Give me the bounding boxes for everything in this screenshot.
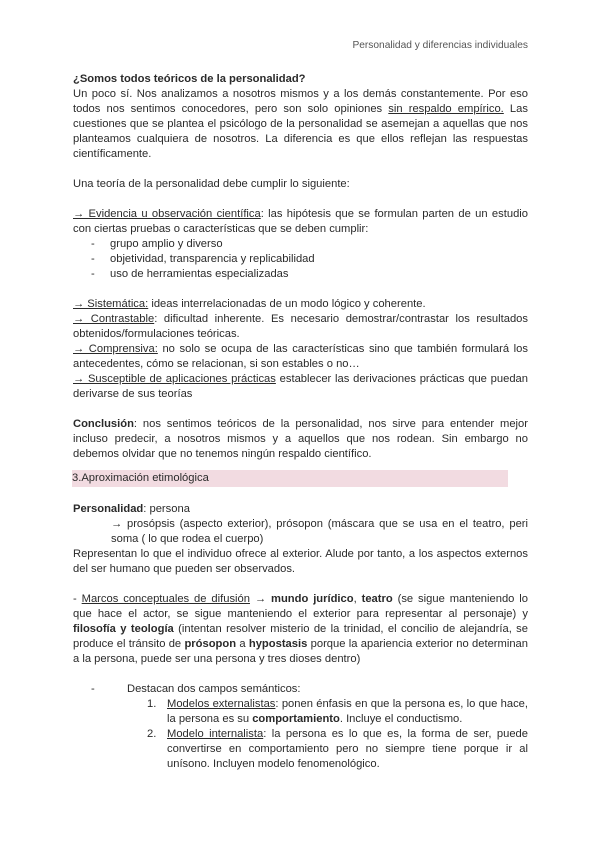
section-heading: 3.Aproximación etimológica bbox=[72, 472, 209, 484]
conclusion-paragraph: Conclusión: nos sentimos teóricos de la personalidad, nos sirve para entender mejor incluso predecir, a nosotros mismos y a aquellos que nos rodean. Sin embargo no debemos olvidar que no tenemos ningún respaldo científico. bbox=[73, 418, 528, 460]
semantic-fields-intro: - Destacan dos campos semánticos: bbox=[91, 682, 528, 697]
model-externalist: 1. Modelos externalistas: ponen énfasis en que la persona es, lo que hace, la persona es su comportamiento. Incluye el conductismo. bbox=[147, 698, 528, 725]
models-list bbox=[73, 697, 528, 772]
model-internalist: 2. Modelo internalista: la persona es lo que es, la forma de ser, puede convertirse en comportamiento pero no siempre tiene porque ir al unísono. Incluyen modelo fenomenológico. bbox=[147, 728, 528, 770]
intro-paragraph: Un poco sí. Nos analizamos a nosotros mismos y a los demás constantemente. Por eso todos nos sentimos conocedores, pero son solo opiniones sin respaldo empírico. Las cuestiones que se plantea el psicólogo de la personalidad se asemejan a aquellas que nos planteamos cualquiera de nosotros. La diferencia es que ellos reflejan las respuestas científicamente. bbox=[73, 88, 528, 160]
section-heading-bar bbox=[72, 470, 508, 487]
criterion-systematic: → Sistemática: ideas interrelacionadas de un modo lógico y coherente. bbox=[73, 298, 426, 310]
criteria-intro: Una teoría de la personalidad debe cumplir lo siguiente: bbox=[73, 178, 350, 190]
running-header: Personalidad y diferencias individuales bbox=[352, 40, 528, 51]
list-item: - uso de herramientas especializadas bbox=[91, 267, 528, 282]
etymology-note: → prosópsis (aspecto exterior), prósopon (máscara que se usa en el teatro, peri soma ( lo que rodea el cuerpo) bbox=[111, 518, 528, 545]
term-definition: Personalidad: persona bbox=[73, 503, 190, 515]
criterion-contrastable: → Contrastable: dificultad inherente. Es necesario demostrar/contrastar los resultados obtenidos/formulaciones teóricas. bbox=[73, 313, 528, 340]
criterion-evidence: → Evidencia u observación científica: las hipótesis que se formulan parten de un estudio con ciertas pruebas o características que se deben cumplir: bbox=[73, 208, 528, 235]
evidence-list bbox=[73, 237, 528, 282]
list-item: - grupo amplio y diverso bbox=[91, 237, 528, 252]
criterion-applications: → Susceptible de aplicaciones prácticas establecer las derivaciones prácticas que puedan derivarse de sus teorías bbox=[73, 373, 528, 400]
page-content bbox=[73, 72, 528, 772]
list-item: - objetividad, transparencia y replicabilidad bbox=[91, 252, 528, 267]
criterion-comprehensive: → Comprensiva: no solo se ocupa de las características sino que también formulará los antecedentes, cómo se relacionan, si son estables o no… bbox=[73, 343, 528, 370]
conceptual-frames-paragraph: - Marcos conceptuales de difusión → mundo jurídico, teatro (se sigue manteniendo lo que hace el actor, se sigue manteniendo el exterior para representar al personaje) y filosofía y teología (intentan resolver misterio de la trinidad, el concilio de alejandría, se produce el tránsito de prósopon a hypostasis porque la apariencia exterior no determinan a la persona, puede ser una persona y tres dioses dentro) bbox=[73, 593, 529, 665]
represent-paragraph: Representan lo que el individuo ofrece al exterior. Alude por tanto, a los aspectos externos del ser humano que pueden ser observados. bbox=[73, 548, 528, 575]
section-title: ¿Somos todos teóricos de la personalidad? bbox=[73, 73, 306, 85]
